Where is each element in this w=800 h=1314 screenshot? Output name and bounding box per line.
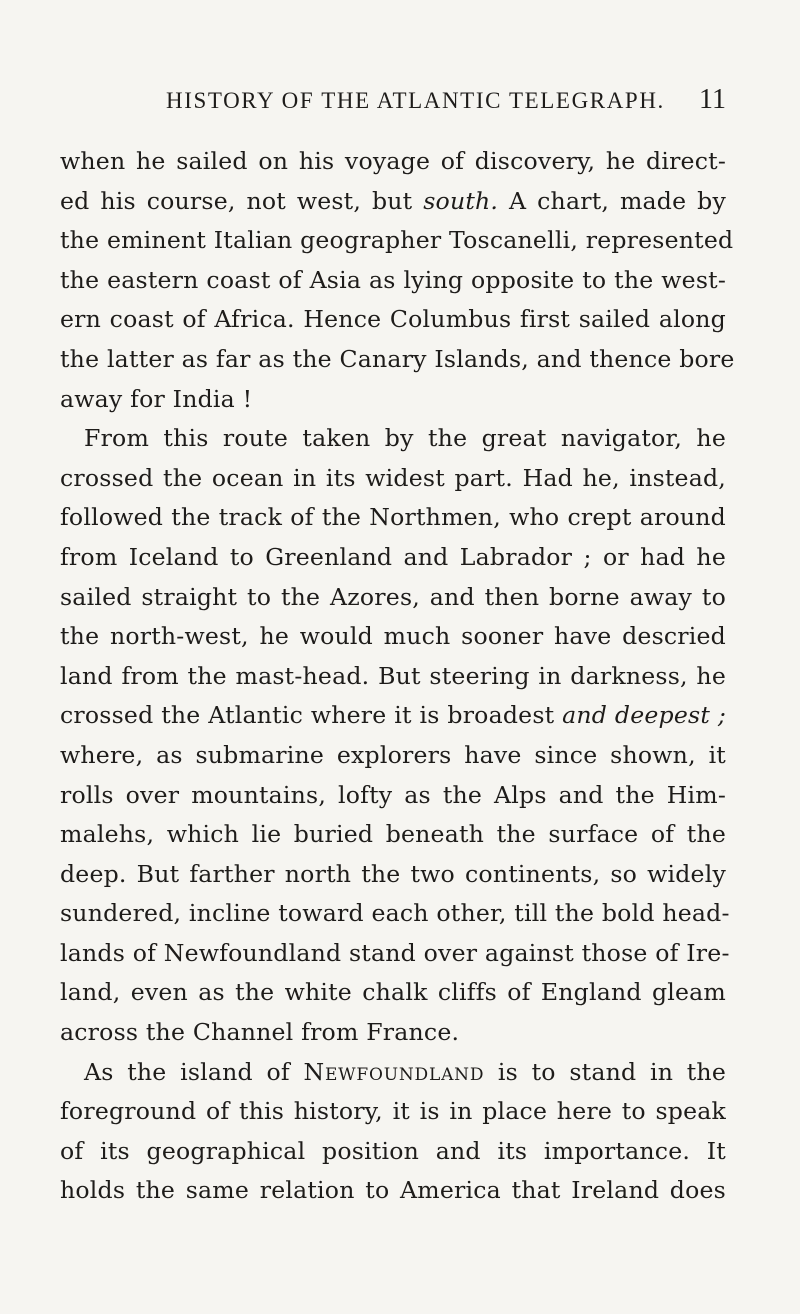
text-line: followed the track of the Northmen, who crept around bbox=[60, 503, 726, 532]
text-line: rolls over mountains, lofty as the Alps and the Him- bbox=[60, 780, 726, 809]
text-line: land, even as the white chalk cliffs of England gleam bbox=[60, 978, 726, 1007]
text-line bbox=[60, 696, 726, 736]
text-line: crossed the ocean in its widest part. Had he, instead, bbox=[60, 463, 726, 492]
text-line: holds the same relation to America that Ireland does bbox=[60, 1176, 726, 1205]
text-line bbox=[60, 182, 726, 222]
text-line: ern coast of Africa. Hence Columbus first sailed along bbox=[60, 305, 726, 334]
running-head-title: HISTORY OF THE ATLANTIC TELEGRAPH. bbox=[166, 88, 665, 113]
text-span: A chart, made by bbox=[509, 186, 726, 215]
text-line: sundered, incline toward each other, till the bold head- bbox=[60, 899, 730, 928]
text-span: As the island of bbox=[84, 1057, 290, 1086]
emphasis-text: south. bbox=[423, 186, 499, 215]
body-text bbox=[60, 142, 735, 1211]
emphasis-text: and deepest ; bbox=[562, 701, 726, 730]
text-line: land from the mast-head. But steering in darkness, he bbox=[60, 661, 726, 690]
text-line bbox=[60, 1053, 726, 1093]
text-span: is to stand in the bbox=[497, 1057, 726, 1086]
text-line: the eastern coast of Asia as lying opposite to the west- bbox=[60, 265, 726, 294]
text-line: from Iceland to Greenland and Labrador ; or had he bbox=[60, 542, 726, 571]
text-span: crossed the Atlantic where it is broadest bbox=[60, 701, 555, 730]
text-span: ed his course, not west, but bbox=[60, 186, 413, 215]
text-line: across the Channel from France. bbox=[60, 1018, 460, 1047]
text-line: lands of Newfoundland stand over against those of Ire- bbox=[60, 938, 730, 967]
text-line: of its geographical position and its importance. It bbox=[60, 1136, 726, 1165]
text-line: the north-west, he would much sooner have descried bbox=[60, 622, 726, 651]
running-head bbox=[166, 84, 726, 120]
text-line: malehs, which lie buried beneath the surface of the bbox=[60, 820, 726, 849]
text-line: foreground of this history, it is in place here to speak bbox=[60, 1097, 726, 1126]
text-line: away for India ! bbox=[60, 384, 253, 413]
text-line: sailed straight to the Azores, and then borne away to bbox=[60, 582, 726, 611]
text-line: the latter as far as the Canary Islands, and thence bore bbox=[60, 344, 735, 373]
text-line: the eminent Italian geographer Toscanelli, represented bbox=[60, 226, 734, 255]
text-line: when he sailed on his voyage of discovery, he direct- bbox=[60, 147, 726, 175]
text-line: From this route taken by the great navigator, he bbox=[84, 424, 726, 453]
text-line: where, as submarine explorers have since shown, it bbox=[60, 740, 726, 769]
smallcaps-text: Newfoundland bbox=[303, 1057, 485, 1086]
page-number: 11 bbox=[699, 84, 726, 115]
text-line: deep. But farther north the two continents, so widely bbox=[60, 859, 726, 888]
